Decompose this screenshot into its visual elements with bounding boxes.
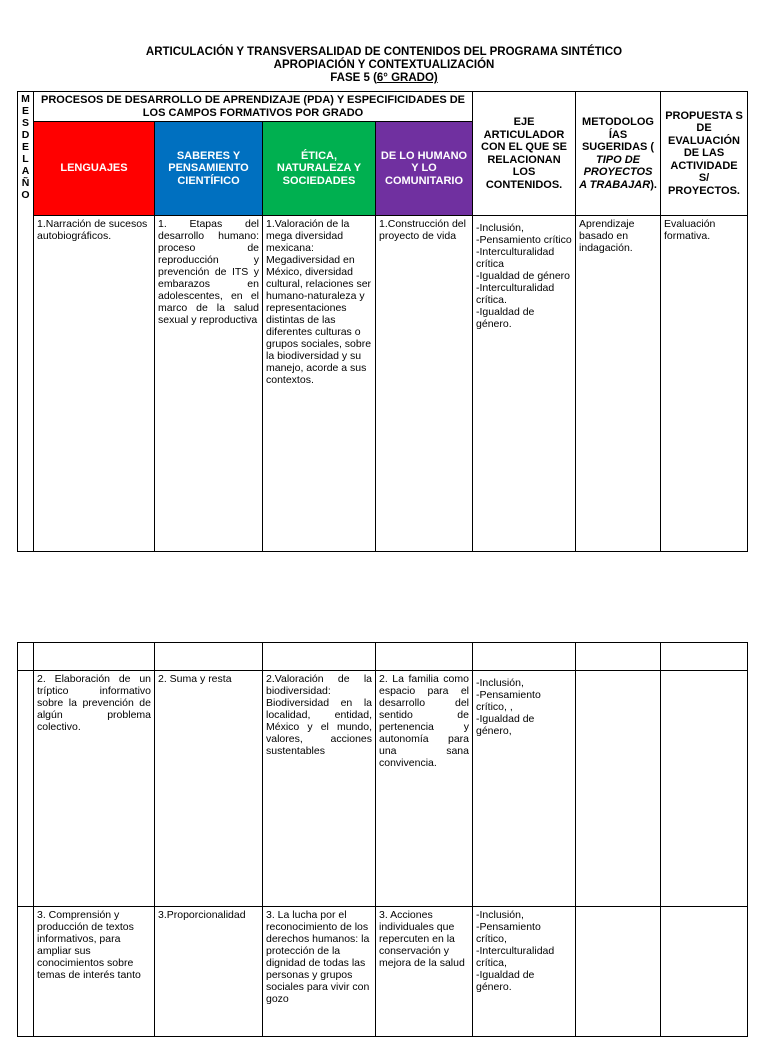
empty-cell — [661, 643, 748, 671]
phase-prefix: FASE 5 ( — [330, 72, 377, 84]
field-saberes: SABERES Y PENSAMIENTO CIENTÍFICO — [155, 122, 263, 216]
row2-eje: -Inclusión, -Pensamiento crítico, , -Igualdad de género, — [473, 671, 576, 907]
row2-metodologias — [576, 671, 661, 907]
row3-etica: 3. La lucha por el reconocimiento de los derechos humanos: la protección de la dignidad de todas las personas y grupos sociales para vivir con gozo — [263, 907, 376, 1037]
row1-metodologias: Aprendizaje basado en indagación. — [576, 216, 661, 552]
row3-metodologias — [576, 907, 661, 1037]
eje-articulador-header: EJE ARTICULADOR CON EL QUE SE RELACIONAN LOS CONTENIDOS. — [473, 92, 576, 216]
row1-lenguajes: 1.Narración de sucesos autobiográficos. — [34, 216, 155, 552]
empty-cell — [376, 643, 473, 671]
empty-cell — [473, 643, 576, 671]
row2-humano: 2. La familia como espacio para el desarrollo del sentido de pertenencia y autonomía para una sana convivencia. — [376, 671, 473, 907]
row2-saberes: 2. Suma y resta — [155, 671, 263, 907]
row1-saberes: 1. Etapas del desarrollo humano: proceso de reproducción y prevención de ITS y embarazos en adolescentes, en el marco de la salud sexual y reproductiva — [155, 216, 263, 552]
row2-lenguajes: 2. Elaboración de un tríptico informativo sobre la prevención de algún problema colectivo. — [34, 671, 155, 907]
field-humano: DE LO HUMANO Y LO COMUNITARIO — [376, 122, 473, 216]
empty-cell — [576, 643, 661, 671]
empty-cell — [263, 643, 376, 671]
document-subtitle: APROPIACIÓN Y CONTEXTUALIZACIÓN — [273, 59, 495, 71]
empty-cell — [34, 643, 155, 671]
pda-header: PROCESOS DE DESARROLLO DE APRENDIZAJE (PDA) Y ESPECIFICIDADES DE LOS CAMPOS FORMATIVOS POR GRADO — [34, 92, 473, 122]
field-lenguajes: LENGUAJES — [34, 122, 155, 216]
row2-evaluacion — [661, 671, 748, 907]
row3-eje: -Inclusión, -Pensamiento crítico, -Interculturalidad crítica, -Igualdad de género. — [473, 907, 576, 1037]
row1-evaluacion: Evaluación formativa. — [661, 216, 748, 552]
field-etica: ÉTICA, NATURALEZA Y SOCIEDADES — [263, 122, 376, 216]
row3-evaluacion — [661, 907, 748, 1037]
row2-etica: 2.Valoración de la biodiversidad: Biodiversidad en la localidad, entidad, México y el mundo, valores, acciones sustentables — [263, 671, 376, 907]
phase-grade: 6° GRADO) — [376, 72, 438, 84]
document-title: ARTICULACIÓN Y TRANSVERSALIDAD DE CONTENIDOS DEL PROGRAMA SINTÉTICO — [145, 46, 623, 58]
row1-humano: 1.Construcción del proyecto de vida — [376, 216, 473, 552]
month-cell — [18, 907, 34, 1037]
row1-eje: -Inclusión, -Pensamiento crítico -Interculturalidad crítica -Igualdad de género -Interculturalidad crítica. -Igualdad de género. — [473, 216, 576, 552]
meses-del-ano-header: MESDELAÑO — [18, 92, 34, 552]
row3-lenguajes: 3. Comprensión y producción de textos informativos, para ampliar sus conocimientos sobre temas de interés tanto — [34, 907, 155, 1037]
metodologias-header: METODOLOG ÍAS SUGERIDAS ( TIPO DE PROYECTOS A TRABAJAR). — [576, 92, 661, 216]
planning-table-2 — [17, 642, 748, 1037]
empty-cell — [18, 643, 34, 671]
planning-table-1 — [17, 91, 748, 552]
row3-saberes: 3.Proporcionalidad — [155, 907, 263, 1037]
row3-humano: 3. Acciones individuales que repercuten en la conservación y mejora de la salud — [376, 907, 473, 1037]
document-phase — [0, 72, 768, 85]
empty-cell — [155, 643, 263, 671]
propuestas-evaluacion-header: PROPUESTA S DE EVALUACIÓN DE LAS ACTIVIDADE S/ PROYECTOS. — [661, 92, 748, 216]
month-cell — [18, 671, 34, 907]
row1-etica: 1.Valoración de la mega diversidad mexicana: Megadiversidad en México, diversidad cultural, relaciones ser humano-naturaleza y representaciones distintas de las diferentes culturas o grupos sociales, sobre la biodiversidad y su manejo, acorde a sus contextos. — [263, 216, 376, 552]
